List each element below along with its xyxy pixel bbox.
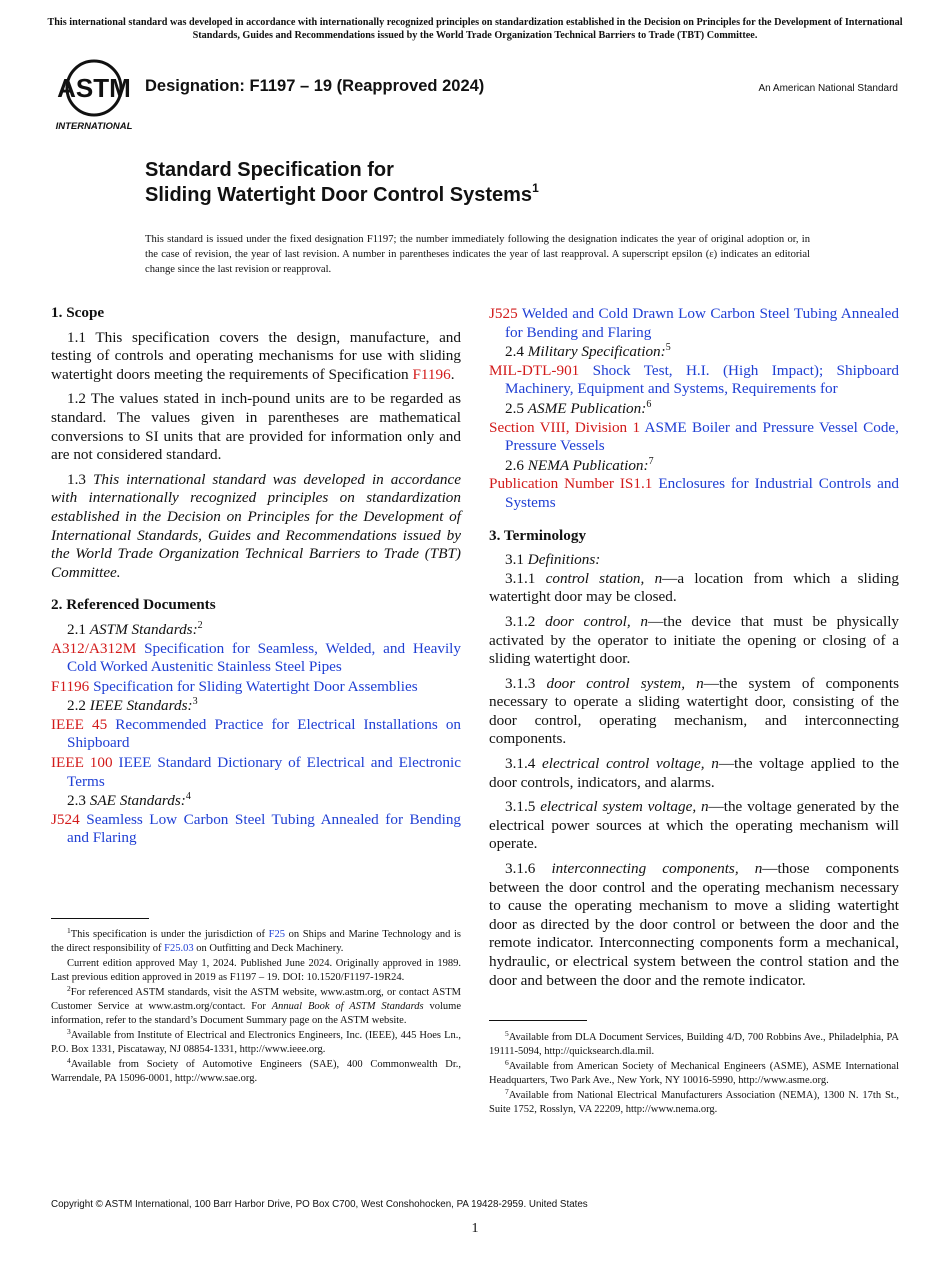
ref-nema-is1-1[interactable]: Publication Number IS1.1 Enclosures for Industrial Controls and Systems [489,475,900,511]
title-line-2: Sliding Watertight Door Control Systems [145,184,533,206]
footnote-2: $^2$For referenced ASTM standards, visit the ASTM website, www.astm.org, or contact ASTM Customer Service at www.astm.org/contact. For Annual Book of ASTM Standards volume information, refer to the standard’s Document Summary page on the ASTM website. [51,984,462,1026]
ieee-standards-subhead: 2.2 IEEE Standards:$^3$ [67,696,198,715]
ref-ieee-45[interactable]: IEEE 45 Recommended Practice for Electrical Installations on Shipboard [51,715,462,752]
ref-a312[interactable]: A312/A312M Specification for Seamless, Welded, and Heavily Cold Worked Austenitic Stainless Steel Pipes [51,639,461,676]
footnotes-right [489,1031,899,1118]
military-spec-subhead: 2.4 Military Specification:$^5$ [505,342,671,361]
refdocs-heading: 2. Referenced Documents [51,596,216,614]
ref-f1196[interactable]: F1196 Specification for Sliding Watertight Door Assemblies [51,677,418,695]
tbt-notice: This international standard was developed in accordance with internationally recognized principles on standardization established in the Decision on Principles for the Development of International Standards, Guides and Recommendations issued by the World Trade Organization Technical Barriers to Trade (TBT) Committee. [47,17,903,41]
ref-ieee-100[interactable]: IEEE 100 IEEE Standard Dictionary of Electrical and Electronic Terms [51,754,462,790]
definition-3-1-2: 3.1.2 door control, n—the device that must be physically activated by the operator to initiate the opening or closing of a sliding watertight door. [489,612,900,668]
f1196-link[interactable]: F1196 [412,365,451,383]
american-national-standard: An American National Standard [758,83,898,94]
designation: Designation: F1197 – 19 (Reapproved 2024) [145,77,485,95]
footnote-rule-right [489,1020,587,1021]
footnote-3: $^3$Available from Institute of Electrical and Electronics Engineers, Inc. (IEEE), 445 Hoes Ln., P.O. Box 1331, Piscataway, NJ 08854-1331, http://www.ieee.org. [51,1027,461,1055]
definition-3-1-6: 3.1.6 interconnecting components, n—those components between the door control and the operating mechanism necessary to cause the operating mechanism to move a sliding watertight door as directed by the door control or between the door and the remote indicator. Interconnecting components form a mechanical, hydraulic, or electrical system between the control station and the door and between the door and the remote indicator. [489,860,900,989]
footnote-rule-left [51,918,149,919]
scope-1-2: 1.2 The values stated in inch-pound units are to be regarded as standard. The values given in parentheses are mathematical conversions to SI units that are provided for information only and are not considered standard. [51,390,461,464]
svg-text:ASTM: ASTM [57,73,131,103]
scope-heading: 1. Scope [51,304,105,321]
title-footnote-mark: 1 [532,181,539,195]
scope-1-1: 1.1 This specification covers the design, manufacture, and testing of controls and operating mechanisms for use with sliding watertight doors meeting the requirements of Specification F1196. [51,328,461,383]
ref-j525[interactable]: J525 Welded and Cold Drawn Low Carbon Steel Tubing Annealed for Bending and Flaring [489,305,899,341]
footnotes-left [51,928,461,1087]
terminology-heading: 3. Terminology [489,526,587,544]
ref-mil-dtl-901[interactable]: MIL-DTL-901 Shock Test, H.I. (High Impact); Shipboard Machinery, Equipment and Systems, Requirements for [489,361,899,398]
definition-3-1-1: 3.1.1 control station, n—a location from which a sliding watertight door may be closed. [489,569,899,606]
document-title [145,158,539,208]
definition-3-1-5: 3.1.5 electrical system voltage, n—the voltage generated by the electrical power sources at which the operating mechanism will operate. [489,798,899,853]
footnote-7: $^7$Available from National Electrical Manufacturers Association (NEMA), 1300 N. 17th St., Suite 1752, Rosslyn, VA 22209, http://www.nema.org. [489,1087,899,1115]
footnote-4: $^4$Available from Society of Automotive Engineers (SAE), 400 Commonwealth Dr., Warrendale, PA 15096-0001, http://www.sae.org. [51,1056,461,1084]
footnote-1: $^1$This specification is under the jurisdiction of F25 on Ships and Marine Technology and is the direct responsibility of F25.03 on Outfitting and Deck Machinery. [51,926,461,954]
footnote-edition: Current edition approved May 1, 2024. Published June 2024. Originally approved in 1989. Last previous edition approved in 2019 as F1197 – 19. DOI: 10.1520/F1197-19R24. [51,958,461,983]
sae-standards-subhead: 2.3 SAE Standards:$^4$ [67,791,191,810]
definition-3-1-3: 3.1.3 door control system, n—the system of components necessary to operate a sliding watertight door, consisting of the door control, operating mechanism, and interconnecting components. [489,674,899,748]
f25-link[interactable]: F25 [268,929,285,940]
scope-1-3: 1.3 This international standard was developed in accordance with internationally recognized principles on standardization established in the Decision on Principles for the Development of International Standards, Guides and Recommendations issued by the World Trade Organization Technical Barriers to Trade (TBT) Committee. [51,470,462,581]
copyright: Copyright © ASTM International, 100 Barr Harbor Drive, PO Box C700, West Conshohocken, PA 19428-2959. United States [51,1199,588,1210]
definitions-subhead: 3.1 Definitions: [505,551,601,569]
asme-publication-subhead: 2.5 ASME Publication:$^6$ [505,398,652,417]
f25-03-link[interactable]: F25.03 [164,943,194,954]
footnote-5: $^5$Available from DLA Document Services, Building 4/D, 700 Robbins Ave., Philadelphia, PA 19111-5094, http://quicksearch.dla.mil. [489,1029,899,1057]
definition-3-1-4: 3.1.4 electrical control voltage, n—the voltage applied to the door controls, indicators, and alarms. [489,755,900,791]
page-number: 1 [471,1221,479,1236]
ref-j524[interactable]: J524 Seamless Low Carbon Steel Tubing Annealed for Bending and Flaring [51,810,462,847]
issued-note: This standard is issued under the fixed designation F1197; the number immediately following the designation indicates the year of original adoption or, in the case of revision, the year of last revision. A number in parentheses indicates the year of last reapproval. A superscript epsilon (ε) indicates an editorial change since the last revision or reapproval. [145,234,810,275]
right-column [489,305,899,996]
ref-asme-section-viii[interactable]: Section VIII, Division 1 ASME Boiler and Pressure Vessel Code, Pressure Vessels [489,418,899,455]
title-line-1: Standard Specification for [145,159,394,181]
astm-standards-subhead: 2.1 ASTM Standards:$^2$ [67,619,203,638]
nema-publication-subhead: 2.6 NEMA Publication:$^7$ [505,455,654,474]
astm-logo [52,54,136,134]
footnote-6: $^6$Available from American Society of Mechanical Engineers (ASME), ASME International Headquarters, Two Park Ave., New York, NY 10016-5990, http://www.asme.org. [489,1058,899,1086]
left-column [51,304,461,849]
svg-text:INTERNATIONAL: INTERNATIONAL [55,121,133,132]
